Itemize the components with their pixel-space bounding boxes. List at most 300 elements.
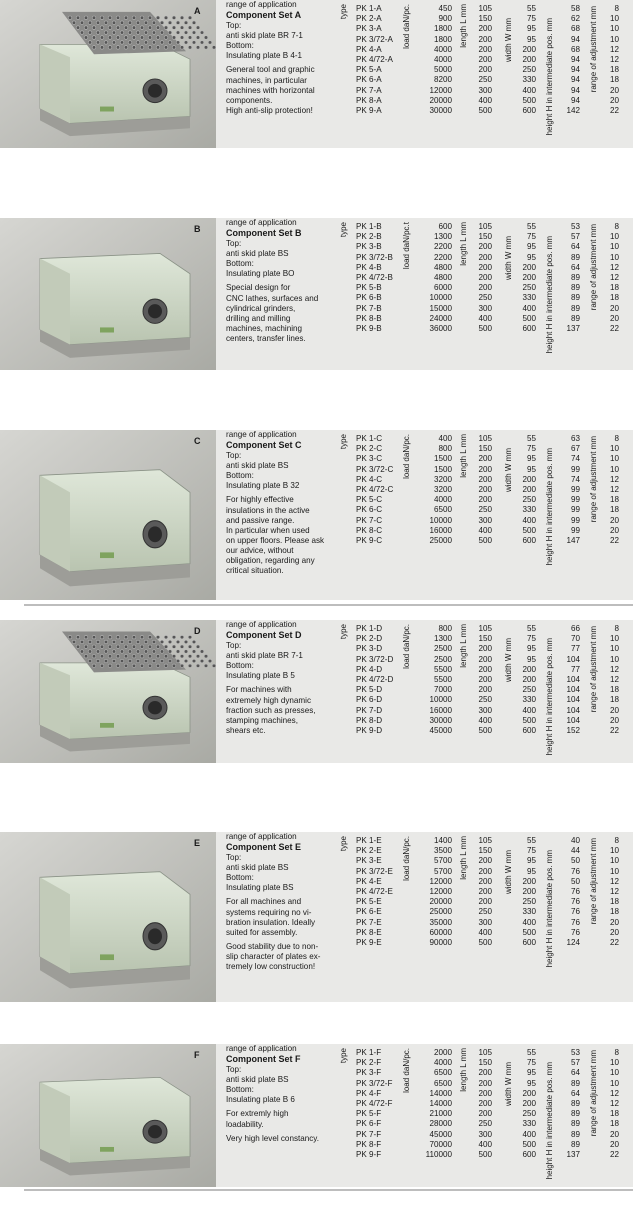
width-column-cell: 75 bbox=[526, 14, 536, 24]
adjust-column-cell: 8 bbox=[614, 1048, 619, 1057]
header-height: height H in intermediate pos. mm bbox=[545, 18, 554, 136]
load-column-cell: 15000 bbox=[429, 303, 452, 313]
load-column-cell: 16000 bbox=[429, 705, 452, 715]
width-column-cell: 95 bbox=[526, 866, 536, 876]
type-column-cell: PK 8-B bbox=[356, 313, 382, 323]
description-line: For highly effective bbox=[226, 495, 294, 505]
type-column-cell: PK 3-A bbox=[356, 24, 382, 34]
height-column-cell: 70 bbox=[570, 634, 580, 644]
component-set-panel bbox=[0, 430, 633, 600]
width-column-cell: 400 bbox=[522, 85, 536, 95]
width-column-cell: 500 bbox=[522, 715, 536, 725]
description-line: Insulating plate BO bbox=[226, 269, 295, 279]
height-column-cell: 89 bbox=[570, 272, 580, 282]
adjust-column bbox=[603, 836, 619, 948]
length-column-cell: 300 bbox=[478, 303, 492, 313]
adjust-column-cell: 22 bbox=[609, 937, 619, 947]
length-column-cell: 200 bbox=[478, 474, 492, 484]
load-column-cell: 8200 bbox=[433, 75, 452, 85]
type-column-cell: PK 4-D bbox=[356, 664, 383, 674]
length-column-cell: 200 bbox=[478, 272, 492, 282]
component-set-panel bbox=[0, 832, 633, 1002]
header-adjust: range of adjustment mm bbox=[589, 436, 598, 523]
width-column-cell: 95 bbox=[526, 454, 536, 464]
height-column bbox=[558, 1048, 580, 1160]
width-column bbox=[516, 836, 536, 948]
length-column-cell: 150 bbox=[478, 846, 492, 856]
width-column-cell: 600 bbox=[522, 937, 536, 947]
type-column-cell: PK 5-B bbox=[356, 283, 382, 293]
component-set-panel bbox=[0, 620, 633, 763]
type-column-cell: PK 2-B bbox=[356, 232, 382, 242]
description-line: slip character of plates ex- bbox=[226, 951, 321, 961]
adjust-column-cell: 18 bbox=[609, 293, 619, 303]
length-column-cell: 200 bbox=[478, 664, 492, 674]
type-column-cell: PK 4-B bbox=[356, 262, 382, 272]
adjust-column-cell: 8 bbox=[614, 222, 619, 231]
type-column-cell: PK 1-C bbox=[356, 434, 383, 443]
height-column-cell: 124 bbox=[566, 937, 580, 947]
load-column-cell: 21000 bbox=[429, 1109, 452, 1119]
adjust-column-cell: 10 bbox=[609, 34, 619, 44]
description-line: Top: bbox=[226, 853, 242, 863]
adjust-column-cell: 22 bbox=[609, 105, 619, 115]
adjust-column-cell: 10 bbox=[609, 464, 619, 474]
load-column-cell: 1800 bbox=[433, 34, 452, 44]
set-title: Component Set B bbox=[226, 228, 302, 239]
adjust-column-cell: 22 bbox=[609, 1149, 619, 1159]
width-column-cell: 500 bbox=[522, 1139, 536, 1149]
width-column-cell: 200 bbox=[522, 474, 536, 484]
type-column-cell: PK 7-D bbox=[356, 705, 383, 715]
description-line: Insulating plate BS bbox=[226, 883, 294, 893]
height-column-cell: 64 bbox=[570, 1068, 580, 1078]
length-column-cell: 150 bbox=[478, 634, 492, 644]
height-column-cell: 104 bbox=[566, 674, 580, 684]
adjust-column-cell: 10 bbox=[609, 444, 619, 454]
adjust-column-cell: 20 bbox=[609, 85, 619, 95]
length-column-cell: 105 bbox=[478, 222, 492, 231]
set-title: Component Set A bbox=[226, 10, 302, 21]
adjust-column-cell: 10 bbox=[609, 1068, 619, 1078]
load-column-cell: 14000 bbox=[429, 1098, 452, 1108]
type-column-cell: PK 8-D bbox=[356, 715, 383, 725]
description-line: range of application bbox=[226, 218, 297, 227]
load-column-cell: 2200 bbox=[433, 242, 452, 252]
load-column-cell: 10000 bbox=[429, 515, 452, 525]
type-column-cell: PK 4/72-B bbox=[356, 272, 393, 282]
adjust-column bbox=[603, 1048, 619, 1160]
adjust-column-cell: 10 bbox=[609, 454, 619, 464]
height-column-cell: 44 bbox=[570, 846, 580, 856]
adjust-column-cell: 12 bbox=[609, 484, 619, 494]
height-column-cell: 137 bbox=[566, 1149, 580, 1159]
width-column-cell: 200 bbox=[522, 1088, 536, 1098]
load-column bbox=[414, 222, 452, 334]
adjust-column-cell: 18 bbox=[609, 65, 619, 75]
set-letter: D bbox=[194, 626, 201, 636]
width-column-cell: 95 bbox=[526, 34, 536, 44]
type-column-cell: PK 3/72-B bbox=[356, 252, 393, 262]
adjust-column-cell: 12 bbox=[609, 1088, 619, 1098]
load-column-cell: 12000 bbox=[429, 85, 452, 95]
set-title: Component Set E bbox=[226, 842, 302, 853]
description-line: Insulating plate B 6 bbox=[226, 1095, 295, 1105]
adjust-column-cell: 20 bbox=[609, 705, 619, 715]
adjust-column-cell: 18 bbox=[609, 897, 619, 907]
type-column-cell: PK 2-E bbox=[356, 846, 382, 856]
width-column-cell: 250 bbox=[522, 65, 536, 75]
header-type: type bbox=[339, 4, 348, 20]
height-column-cell: 89 bbox=[570, 1078, 580, 1088]
adjust-column-cell: 22 bbox=[609, 323, 619, 333]
type-column-cell: PK 2-C bbox=[356, 444, 383, 454]
height-column-cell: 89 bbox=[570, 1098, 580, 1108]
width-column-cell: 330 bbox=[522, 75, 536, 85]
adjust-column-cell: 20 bbox=[609, 313, 619, 323]
description-line: anti skid plate BS bbox=[226, 461, 289, 471]
adjust-column-cell: 12 bbox=[609, 1098, 619, 1108]
length-column-cell: 200 bbox=[478, 34, 492, 44]
length-column-cell: 400 bbox=[478, 525, 492, 535]
type-column-cell: PK 6-D bbox=[356, 695, 383, 705]
width-column-cell: 600 bbox=[522, 725, 536, 735]
length-column-cell: 250 bbox=[478, 907, 492, 917]
adjust-column-cell: 20 bbox=[609, 917, 619, 927]
type-column-cell: PK 5-A bbox=[356, 65, 382, 75]
length-column-cell: 200 bbox=[478, 674, 492, 684]
length-column-cell: 105 bbox=[478, 4, 492, 13]
adjust-column-cell: 10 bbox=[609, 634, 619, 644]
description-line: General tool and graphic bbox=[226, 65, 315, 75]
length-column-cell: 500 bbox=[478, 725, 492, 735]
type-column-cell: PK 7-C bbox=[356, 515, 383, 525]
description-line: shears etc. bbox=[226, 725, 266, 735]
width-column-cell: 55 bbox=[526, 1048, 536, 1057]
height-column-cell: 142 bbox=[566, 105, 580, 115]
component-set-panel bbox=[0, 0, 633, 148]
type-column-cell: PK 6-E bbox=[356, 907, 382, 917]
description-line: Special design for bbox=[226, 283, 291, 293]
length-column bbox=[470, 222, 492, 334]
adjust-column bbox=[603, 222, 619, 334]
width-column-cell: 75 bbox=[526, 232, 536, 242]
load-column-cell: 4800 bbox=[433, 272, 452, 282]
adjust-column-cell: 18 bbox=[609, 1109, 619, 1119]
width-column-cell: 250 bbox=[522, 495, 536, 505]
description-line: stamping machines, bbox=[226, 715, 298, 725]
description-line: Good stability due to non- bbox=[226, 941, 319, 951]
load-column-cell: 3500 bbox=[433, 846, 452, 856]
length-column-cell: 500 bbox=[478, 937, 492, 947]
height-column-cell: 94 bbox=[570, 54, 580, 64]
width-column bbox=[516, 222, 536, 334]
description-line: Top: bbox=[226, 21, 242, 31]
length-column-cell: 200 bbox=[478, 262, 492, 272]
product-photo bbox=[0, 0, 216, 148]
width-column-cell: 95 bbox=[526, 1068, 536, 1078]
adjust-column-cell: 18 bbox=[609, 75, 619, 85]
description-line: For all machines and bbox=[226, 897, 302, 907]
adjust-column-cell: 18 bbox=[609, 685, 619, 695]
description-line: range of application bbox=[226, 832, 297, 841]
width-column-cell: 55 bbox=[526, 624, 536, 633]
type-column-cell: PK 8-E bbox=[356, 927, 382, 937]
load-column-cell: 2000 bbox=[433, 1048, 452, 1057]
load-column-cell: 900 bbox=[438, 14, 452, 24]
description-line: Top: bbox=[226, 641, 242, 651]
width-column-cell: 400 bbox=[522, 515, 536, 525]
adjust-column-cell: 10 bbox=[609, 866, 619, 876]
adjust-column-cell: 10 bbox=[609, 644, 619, 654]
load-column-cell: 7000 bbox=[433, 685, 452, 695]
height-column-cell: 77 bbox=[570, 644, 580, 654]
length-column-cell: 105 bbox=[478, 434, 492, 443]
type-column-cell: PK 6-B bbox=[356, 293, 382, 303]
load-column-cell: 5700 bbox=[433, 856, 452, 866]
load-column-cell: 1500 bbox=[433, 454, 452, 464]
height-column-cell: 89 bbox=[570, 293, 580, 303]
header-load: load daN/pc. bbox=[402, 4, 411, 49]
adjust-column-cell: 20 bbox=[609, 1129, 619, 1139]
load-column-cell: 20000 bbox=[429, 897, 452, 907]
width-column-cell: 250 bbox=[522, 1109, 536, 1119]
type-column-cell: PK 8-F bbox=[356, 1139, 382, 1149]
description-line: our advice, without bbox=[226, 545, 294, 555]
adjust-column-cell: 12 bbox=[609, 272, 619, 282]
load-column-cell: 3200 bbox=[433, 474, 452, 484]
description-line: anti skid plate BS bbox=[226, 863, 289, 873]
description-line: Top: bbox=[226, 451, 242, 461]
type-column-cell: PK 3-D bbox=[356, 644, 383, 654]
width-column-cell: 330 bbox=[522, 695, 536, 705]
load-column-cell: 5500 bbox=[433, 664, 452, 674]
load-column-cell: 10000 bbox=[429, 695, 452, 705]
description-line: bration insulation. Ideally bbox=[226, 917, 316, 927]
type-column-cell: PK 5-C bbox=[356, 495, 383, 505]
type-column bbox=[356, 836, 393, 948]
width-column bbox=[516, 624, 536, 736]
type-column-cell: PK 6-A bbox=[356, 75, 382, 85]
height-column-cell: 152 bbox=[566, 725, 580, 735]
length-column-cell: 400 bbox=[478, 927, 492, 937]
header-length: length L mm bbox=[459, 836, 468, 880]
load-column-cell: 24000 bbox=[429, 313, 452, 323]
height-column-cell: 68 bbox=[570, 44, 580, 54]
adjust-column bbox=[603, 624, 619, 736]
height-column-cell: 64 bbox=[570, 242, 580, 252]
height-column-cell: 137 bbox=[566, 323, 580, 333]
length-column-cell: 200 bbox=[478, 1068, 492, 1078]
length-column-cell: 400 bbox=[478, 95, 492, 105]
length-column-cell: 250 bbox=[478, 695, 492, 705]
description-line: loadability. bbox=[226, 1119, 264, 1129]
height-column-cell: 99 bbox=[570, 495, 580, 505]
description-line: anti skid plate BS bbox=[226, 1075, 289, 1085]
description-line: Very high level constancy. bbox=[226, 1133, 319, 1143]
width-column-cell: 500 bbox=[522, 313, 536, 323]
load-column-cell: 35000 bbox=[429, 917, 452, 927]
description-line: anti skid plate BR 7-1 bbox=[226, 651, 303, 661]
height-column-cell: 99 bbox=[570, 525, 580, 535]
length-column-cell: 200 bbox=[478, 654, 492, 664]
header-width: width W mm bbox=[504, 18, 513, 62]
load-column-cell: 45000 bbox=[429, 725, 452, 735]
width-column-cell: 250 bbox=[522, 283, 536, 293]
load-column-cell: 4000 bbox=[433, 495, 452, 505]
width-column-cell: 75 bbox=[526, 1058, 536, 1068]
type-column-cell: PK 3-C bbox=[356, 454, 383, 464]
set-title: Component Set C bbox=[226, 440, 302, 451]
length-column-cell: 200 bbox=[478, 495, 492, 505]
length-column-cell: 200 bbox=[478, 1109, 492, 1119]
description-line: systems requiring no vi- bbox=[226, 907, 312, 917]
load-column-cell: 5700 bbox=[433, 866, 452, 876]
adjust-column-cell: 18 bbox=[609, 907, 619, 917]
adjust-column-cell: 22 bbox=[609, 535, 619, 545]
type-column-cell: PK 9-A bbox=[356, 105, 382, 115]
adjust-column-cell: 10 bbox=[609, 1078, 619, 1088]
load-column-cell: 28000 bbox=[429, 1119, 452, 1129]
load-column-cell: 90000 bbox=[429, 937, 452, 947]
set-letter: F bbox=[194, 1050, 200, 1060]
length-column-cell: 200 bbox=[478, 886, 492, 896]
set-letter: A bbox=[194, 6, 201, 16]
height-column-cell: 89 bbox=[570, 283, 580, 293]
adjust-column-cell: 12 bbox=[609, 262, 619, 272]
load-column-cell: 1400 bbox=[433, 836, 452, 845]
length-column-cell: 400 bbox=[478, 313, 492, 323]
width-column-cell: 95 bbox=[526, 856, 536, 866]
length-column-cell: 150 bbox=[478, 232, 492, 242]
load-column-cell: 2200 bbox=[433, 252, 452, 262]
length-column-cell: 500 bbox=[478, 105, 492, 115]
set-title: Component Set D bbox=[226, 630, 302, 641]
type-column-cell: PK 3-B bbox=[356, 242, 382, 252]
length-column-cell: 400 bbox=[478, 1139, 492, 1149]
type-column-cell: PK 7-E bbox=[356, 917, 382, 927]
adjust-column-cell: 18 bbox=[609, 505, 619, 515]
height-column bbox=[558, 434, 580, 546]
length-column-cell: 150 bbox=[478, 444, 492, 454]
load-column-cell: 14000 bbox=[429, 1088, 452, 1098]
load-column-cell: 12000 bbox=[429, 886, 452, 896]
header-length: length L mm bbox=[459, 4, 468, 48]
height-column-cell: 89 bbox=[570, 1129, 580, 1139]
load-column-cell: 2500 bbox=[433, 654, 452, 664]
load-column-cell: 6500 bbox=[433, 1068, 452, 1078]
header-load: load daN/pc. bbox=[402, 836, 411, 881]
description-line: tremely low construction! bbox=[226, 962, 316, 972]
set-description bbox=[226, 218, 332, 344]
type-column-cell: PK 5-D bbox=[356, 685, 383, 695]
width-column-cell: 600 bbox=[522, 535, 536, 545]
set-letter: C bbox=[194, 436, 201, 446]
length-column-cell: 200 bbox=[478, 242, 492, 252]
header-load: load daN/pc. bbox=[402, 434, 411, 479]
header-type: type bbox=[339, 1048, 348, 1064]
load-column-cell: 45000 bbox=[429, 1129, 452, 1139]
type-column-cell: PK 6-C bbox=[356, 505, 383, 515]
load-column-cell: 12000 bbox=[429, 876, 452, 886]
width-column-cell: 600 bbox=[522, 1149, 536, 1159]
description-line: range of application bbox=[226, 430, 297, 439]
length-column-cell: 500 bbox=[478, 535, 492, 545]
type-column-cell: PK 1-E bbox=[356, 836, 382, 845]
set-description bbox=[226, 430, 332, 576]
adjust-column-cell: 10 bbox=[609, 14, 619, 24]
adjust-column-cell: 20 bbox=[609, 95, 619, 105]
load-column-cell: 1500 bbox=[433, 464, 452, 474]
length-column-cell: 200 bbox=[478, 464, 492, 474]
type-column-cell: PK 4-C bbox=[356, 474, 383, 484]
height-column-cell: 62 bbox=[570, 14, 580, 24]
load-column-cell: 110000 bbox=[425, 1149, 452, 1159]
height-column-cell: 67 bbox=[570, 444, 580, 454]
description-line: critical situation. bbox=[226, 566, 284, 576]
load-column bbox=[414, 434, 452, 546]
set-letter: E bbox=[194, 838, 201, 848]
length-column-cell: 200 bbox=[478, 484, 492, 494]
header-width: width W mm bbox=[504, 638, 513, 682]
length-column-cell: 200 bbox=[478, 1098, 492, 1108]
adjust-column-cell: 18 bbox=[609, 495, 619, 505]
load-column-cell: 30000 bbox=[429, 715, 452, 725]
height-column-cell: 76 bbox=[570, 886, 580, 896]
length-column-cell: 200 bbox=[478, 856, 492, 866]
height-column-cell: 147 bbox=[566, 535, 580, 545]
length-column-cell: 105 bbox=[478, 624, 492, 633]
type-column-cell: PK 4/72-C bbox=[356, 484, 394, 494]
type-column bbox=[356, 222, 393, 334]
length-column-cell: 300 bbox=[478, 85, 492, 95]
adjust-column-cell: 18 bbox=[609, 283, 619, 293]
width-column-cell: 200 bbox=[522, 1098, 536, 1108]
width-column-cell: 400 bbox=[522, 917, 536, 927]
description-line: range of application bbox=[226, 1044, 297, 1053]
height-column-cell: 74 bbox=[570, 454, 580, 464]
length-column-cell: 105 bbox=[478, 836, 492, 845]
length-column-cell: 200 bbox=[478, 454, 492, 464]
header-type: type bbox=[339, 222, 348, 238]
length-column-cell: 200 bbox=[478, 252, 492, 262]
adjust-column-cell: 22 bbox=[609, 725, 619, 735]
width-column-cell: 400 bbox=[522, 303, 536, 313]
type-column-cell: PK 7-A bbox=[356, 85, 382, 95]
height-column-cell: 63 bbox=[570, 434, 580, 443]
width-column-cell: 55 bbox=[526, 222, 536, 231]
header-height: height H in intermediate pos. mm bbox=[545, 1062, 554, 1180]
width-column-cell: 95 bbox=[526, 654, 536, 664]
width-column-cell: 95 bbox=[526, 252, 536, 262]
height-column-cell: 104 bbox=[566, 695, 580, 705]
description-line: Insulating plate B 5 bbox=[226, 671, 295, 681]
adjust-column-cell: 20 bbox=[609, 927, 619, 937]
height-column-cell: 57 bbox=[570, 232, 580, 242]
type-column-cell: PK 4/72-A bbox=[356, 54, 393, 64]
header-width: width W mm bbox=[504, 236, 513, 280]
length-column-cell: 200 bbox=[478, 1088, 492, 1098]
width-column bbox=[516, 1048, 536, 1160]
type-column-cell: PK 7-B bbox=[356, 303, 382, 313]
length-column-cell: 200 bbox=[478, 644, 492, 654]
load-column-cell: 5000 bbox=[433, 65, 452, 75]
header-adjust: range of adjustment mm bbox=[589, 838, 598, 925]
description-line: fraction such as presses, bbox=[226, 705, 316, 715]
header-width: width W mm bbox=[504, 850, 513, 894]
width-column-cell: 95 bbox=[526, 1078, 536, 1088]
height-column-cell: 64 bbox=[570, 262, 580, 272]
